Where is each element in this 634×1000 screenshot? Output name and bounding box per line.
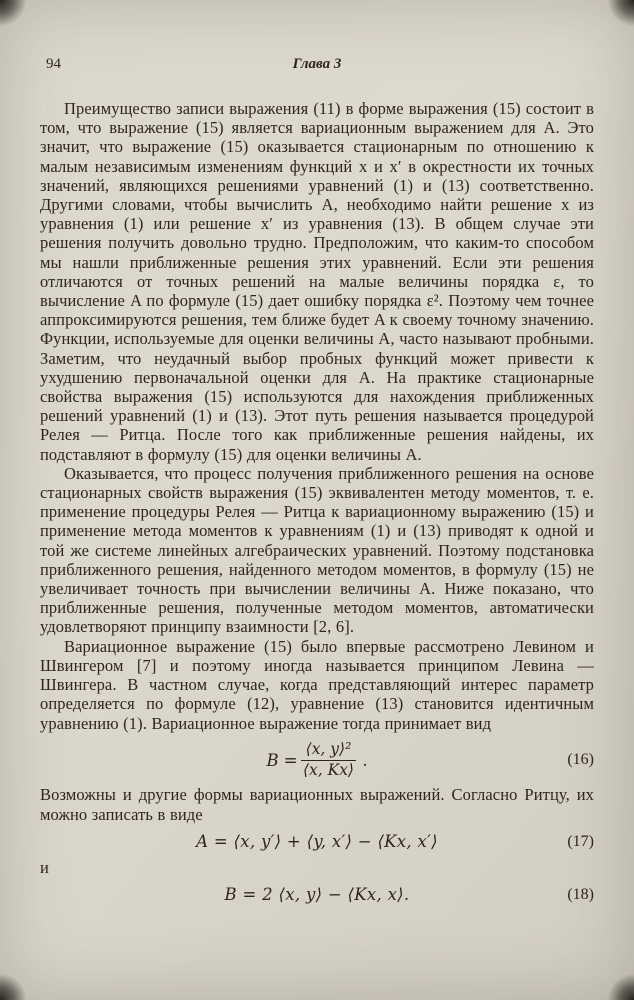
equation-16 <box>40 741 594 780</box>
paragraph-2: Оказывается, что процесс получения приближенного решения на основе стационарных свойств выражения (15) эквивалентен методу моментов, т. е. применение процедуры Релея — Ритца к вариационному выражению (15) и применение метода моментов к уравнениям (1) и (13) приводят к одной и той же системе линейных алгебраических уравнений. Поэтому подстановка приближенного решения, найденного методом моментов, в формулу (15) не увеличивает точность при вычислении величины A. Ниже показано, что приближенные решения, полученные методом моментов, автоматически удовлетворяют принципу взаимности [2, 6]. <box>40 463 594 637</box>
scan-artifact-bottom-right-corner <box>608 974 634 1000</box>
equation-18 <box>40 885 594 905</box>
paragraph-4: Возможны и другие формы вариационных выражений. Согласно Ритцу, их можно записать в виде <box>40 785 594 824</box>
page-body <box>40 99 594 911</box>
equation-16-fraction <box>301 741 357 780</box>
equation-17 <box>40 832 594 852</box>
equation-16-label: (16) <box>567 751 594 769</box>
equation-16-period: . <box>362 750 368 770</box>
equation-16-lhs: B = <box>266 750 298 770</box>
scan-artifact-top-right-corner <box>608 0 634 26</box>
page-header <box>40 56 594 76</box>
equation-16-expression <box>266 741 367 780</box>
page-number: 94 <box>46 56 61 72</box>
equation-18-expression: B = 2 ⟨x, y⟩ − ⟨Kx, x⟩. <box>224 884 410 904</box>
equation-17-label: (17) <box>567 832 594 850</box>
scan-artifact-top-left-corner <box>0 0 26 26</box>
equation-17-expression: A = ⟨x, y′⟩ + ⟨y, x′⟩ − ⟨Kx, x′⟩ <box>196 831 438 851</box>
chapter-title: Глава 3 <box>292 56 342 72</box>
equation-16-numerator: ⟨x, y⟩² <box>301 741 357 761</box>
scan-artifact-bottom-left-corner <box>0 974 26 1000</box>
paragraph-3: Вариационное выражение (15) было впервые рассмотрено Левином и Швингером [7] и поэтому иногда называется принципом Левина — Швингера. В частном случае, когда представляющий интерес параметр определяется по формуле (12), уравнение (13) становится идентичным уравнению (1). Вариационное выражение тогда принимает вид <box>40 636 594 733</box>
connector-word: и <box>40 857 49 877</box>
equation-16-denominator: ⟨x, Kx⟩ <box>302 760 354 779</box>
paragraph-1: Преимущество записи выражения (11) в форме выражения (15) состоит в том, что выражение (15) является вариационным выражением для A. Это значит, что выражение (15) оказывается стационарным по отношению к малым независимым изменениям функций x и x′ в окрестности их точных значений, являющихся решениями уравнений (1) и (13) соответственно. Другими словами, чтобы вычислить A, необходимо найти решение x из уравнения (1) или решение x′ из уравнения (13). В общем случае эти решения получить довольно трудно. Предположим, что каким-то способом мы нашли приближенные решения этих уравнений. Если эти решения отличаются от точных решений на малые величины порядка ε, то вычисление A по формуле (15) дает ошибку порядка ε². Поэтому чем точнее аппроксимируются решения, тем ближе будет A к своему точному значению. Функции, используемые для оценки величины A, часто называют пробными. Заметим, что неудачный выбор пробных функций может привести к ухудшению первоначальной оценки для A. На практике стационарные свойства выражения (15) используются для нахождения приближенных решений уравнений (1) и (13). Этот путь решения называется процедурой Релея — Ритца. После того как приближенные решения найдены, их подставляют в формулу (15) для оценки величины A. <box>40 99 594 464</box>
equation-18-label: (18) <box>567 885 594 903</box>
